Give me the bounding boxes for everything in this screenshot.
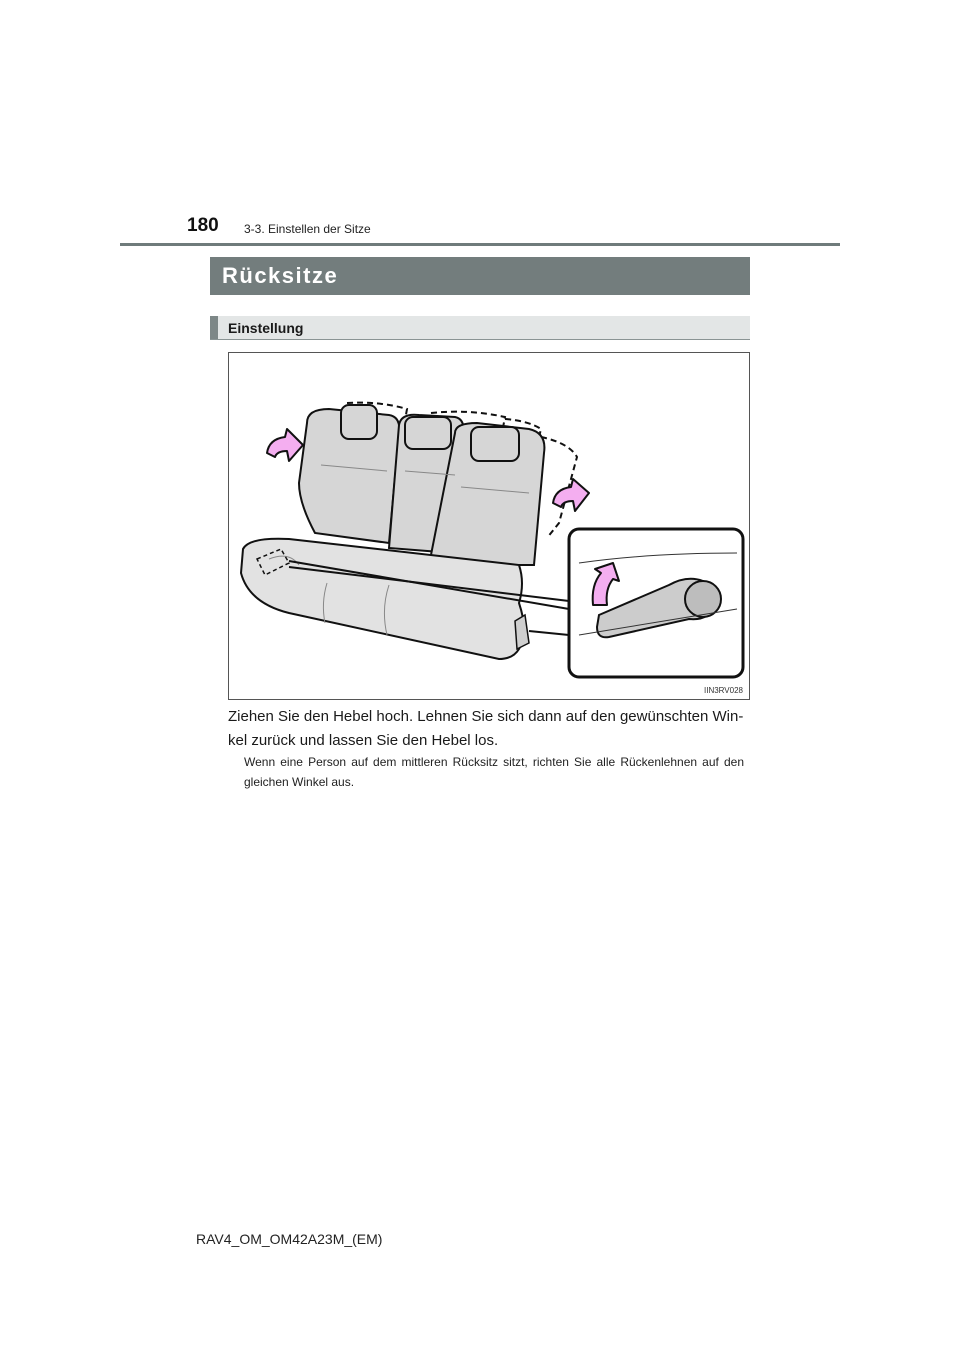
seat-adjustment-illustration bbox=[228, 352, 750, 700]
header-divider bbox=[120, 243, 840, 246]
arrow-recline-right-icon bbox=[553, 479, 589, 511]
section-reference: 3-3. Einstellen der Sitze bbox=[244, 222, 371, 236]
subheading-title: Einstellung bbox=[228, 319, 304, 336]
page-number: 180 bbox=[187, 215, 219, 236]
rear-seat-drawing bbox=[229, 353, 749, 699]
section-title: Rücksitze bbox=[222, 263, 339, 288]
note-text: Wenn eine Person auf dem mittleren Rücksitz sitzt, richten Sie alle Rückenlehnen auf den gleichen Winkel aus. bbox=[244, 755, 744, 789]
arrow-up-left-icon bbox=[267, 429, 303, 461]
section-title-bar bbox=[210, 257, 750, 295]
subheading-bar bbox=[210, 316, 750, 340]
subheading-tab bbox=[210, 316, 218, 339]
document-id: RAV4_OM_OM42A23M_(EM) bbox=[196, 1231, 383, 1247]
seat-lever-small bbox=[515, 615, 529, 649]
figure-code: IIN3RV028 bbox=[704, 686, 743, 695]
instruction-text: Ziehen Sie den Hebel hoch. Lehnen Sie sich dann auf den gewünschten Win-kel zurück und lassen Sie den Hebel los. bbox=[228, 708, 744, 749]
